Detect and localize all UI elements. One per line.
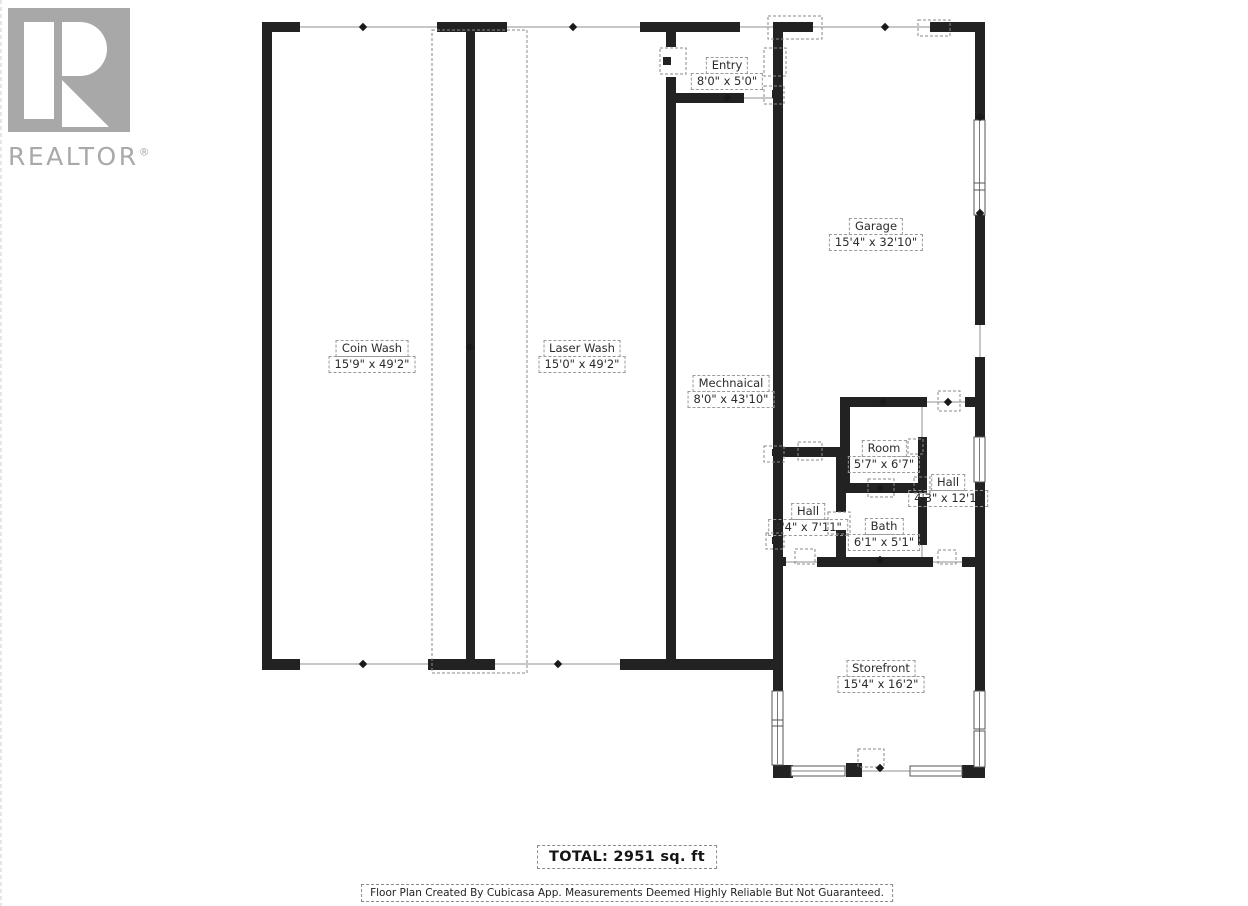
room-label-storefront bbox=[838, 660, 925, 693]
room-label-coin-wash bbox=[329, 340, 416, 373]
realtor-brand: REALTOR bbox=[8, 142, 139, 171]
room-dims: 6'1" x 5'1" bbox=[848, 534, 920, 551]
total-area-label: TOTAL: 2951 sq. ft bbox=[537, 845, 717, 869]
room-dims: 15'4" x 16'2" bbox=[838, 676, 925, 693]
room-dims: 15'9" x 49'2" bbox=[329, 356, 416, 373]
room-name: Bath bbox=[865, 518, 904, 535]
room-label-hall-right bbox=[908, 474, 988, 507]
room-label-entry bbox=[691, 57, 763, 90]
room-dims: 15'4" x 32'10" bbox=[829, 234, 923, 251]
room-dims: 4'4" x 7'11" bbox=[768, 519, 848, 536]
room-label-room bbox=[848, 440, 920, 473]
room-name: Hall bbox=[931, 474, 965, 491]
registered-mark: ® bbox=[138, 145, 150, 159]
room-label-laser-wash bbox=[539, 340, 626, 373]
room-label-bath bbox=[848, 518, 920, 551]
room-name: Storefront bbox=[846, 660, 916, 677]
room-name: Entry bbox=[706, 57, 749, 74]
room-dims: 8'0" x 43'10" bbox=[688, 391, 775, 408]
room-name: Mechnaical bbox=[693, 375, 770, 392]
room-name: Room bbox=[862, 440, 907, 457]
room-name: Laser Wash bbox=[543, 340, 621, 357]
room-name: Hall bbox=[791, 503, 825, 520]
room-label-mechanical bbox=[688, 375, 775, 408]
room-name: Coin Wash bbox=[336, 340, 408, 357]
room-dims: 5'7" x 6'7" bbox=[848, 456, 920, 473]
room-dims: 4'3" x 12'1" bbox=[908, 490, 988, 507]
room-dims: 8'0" x 5'0" bbox=[691, 73, 763, 90]
room-label-garage bbox=[829, 218, 923, 251]
room-name: Garage bbox=[849, 218, 903, 235]
room-label-hall-left bbox=[768, 503, 848, 536]
disclaimer-text: Floor Plan Created By Cubicasa App. Measurements Deemed Highly Reliable But Not Guaranteed. bbox=[361, 884, 893, 902]
room-dims: 15'0" x 49'2" bbox=[539, 356, 626, 373]
